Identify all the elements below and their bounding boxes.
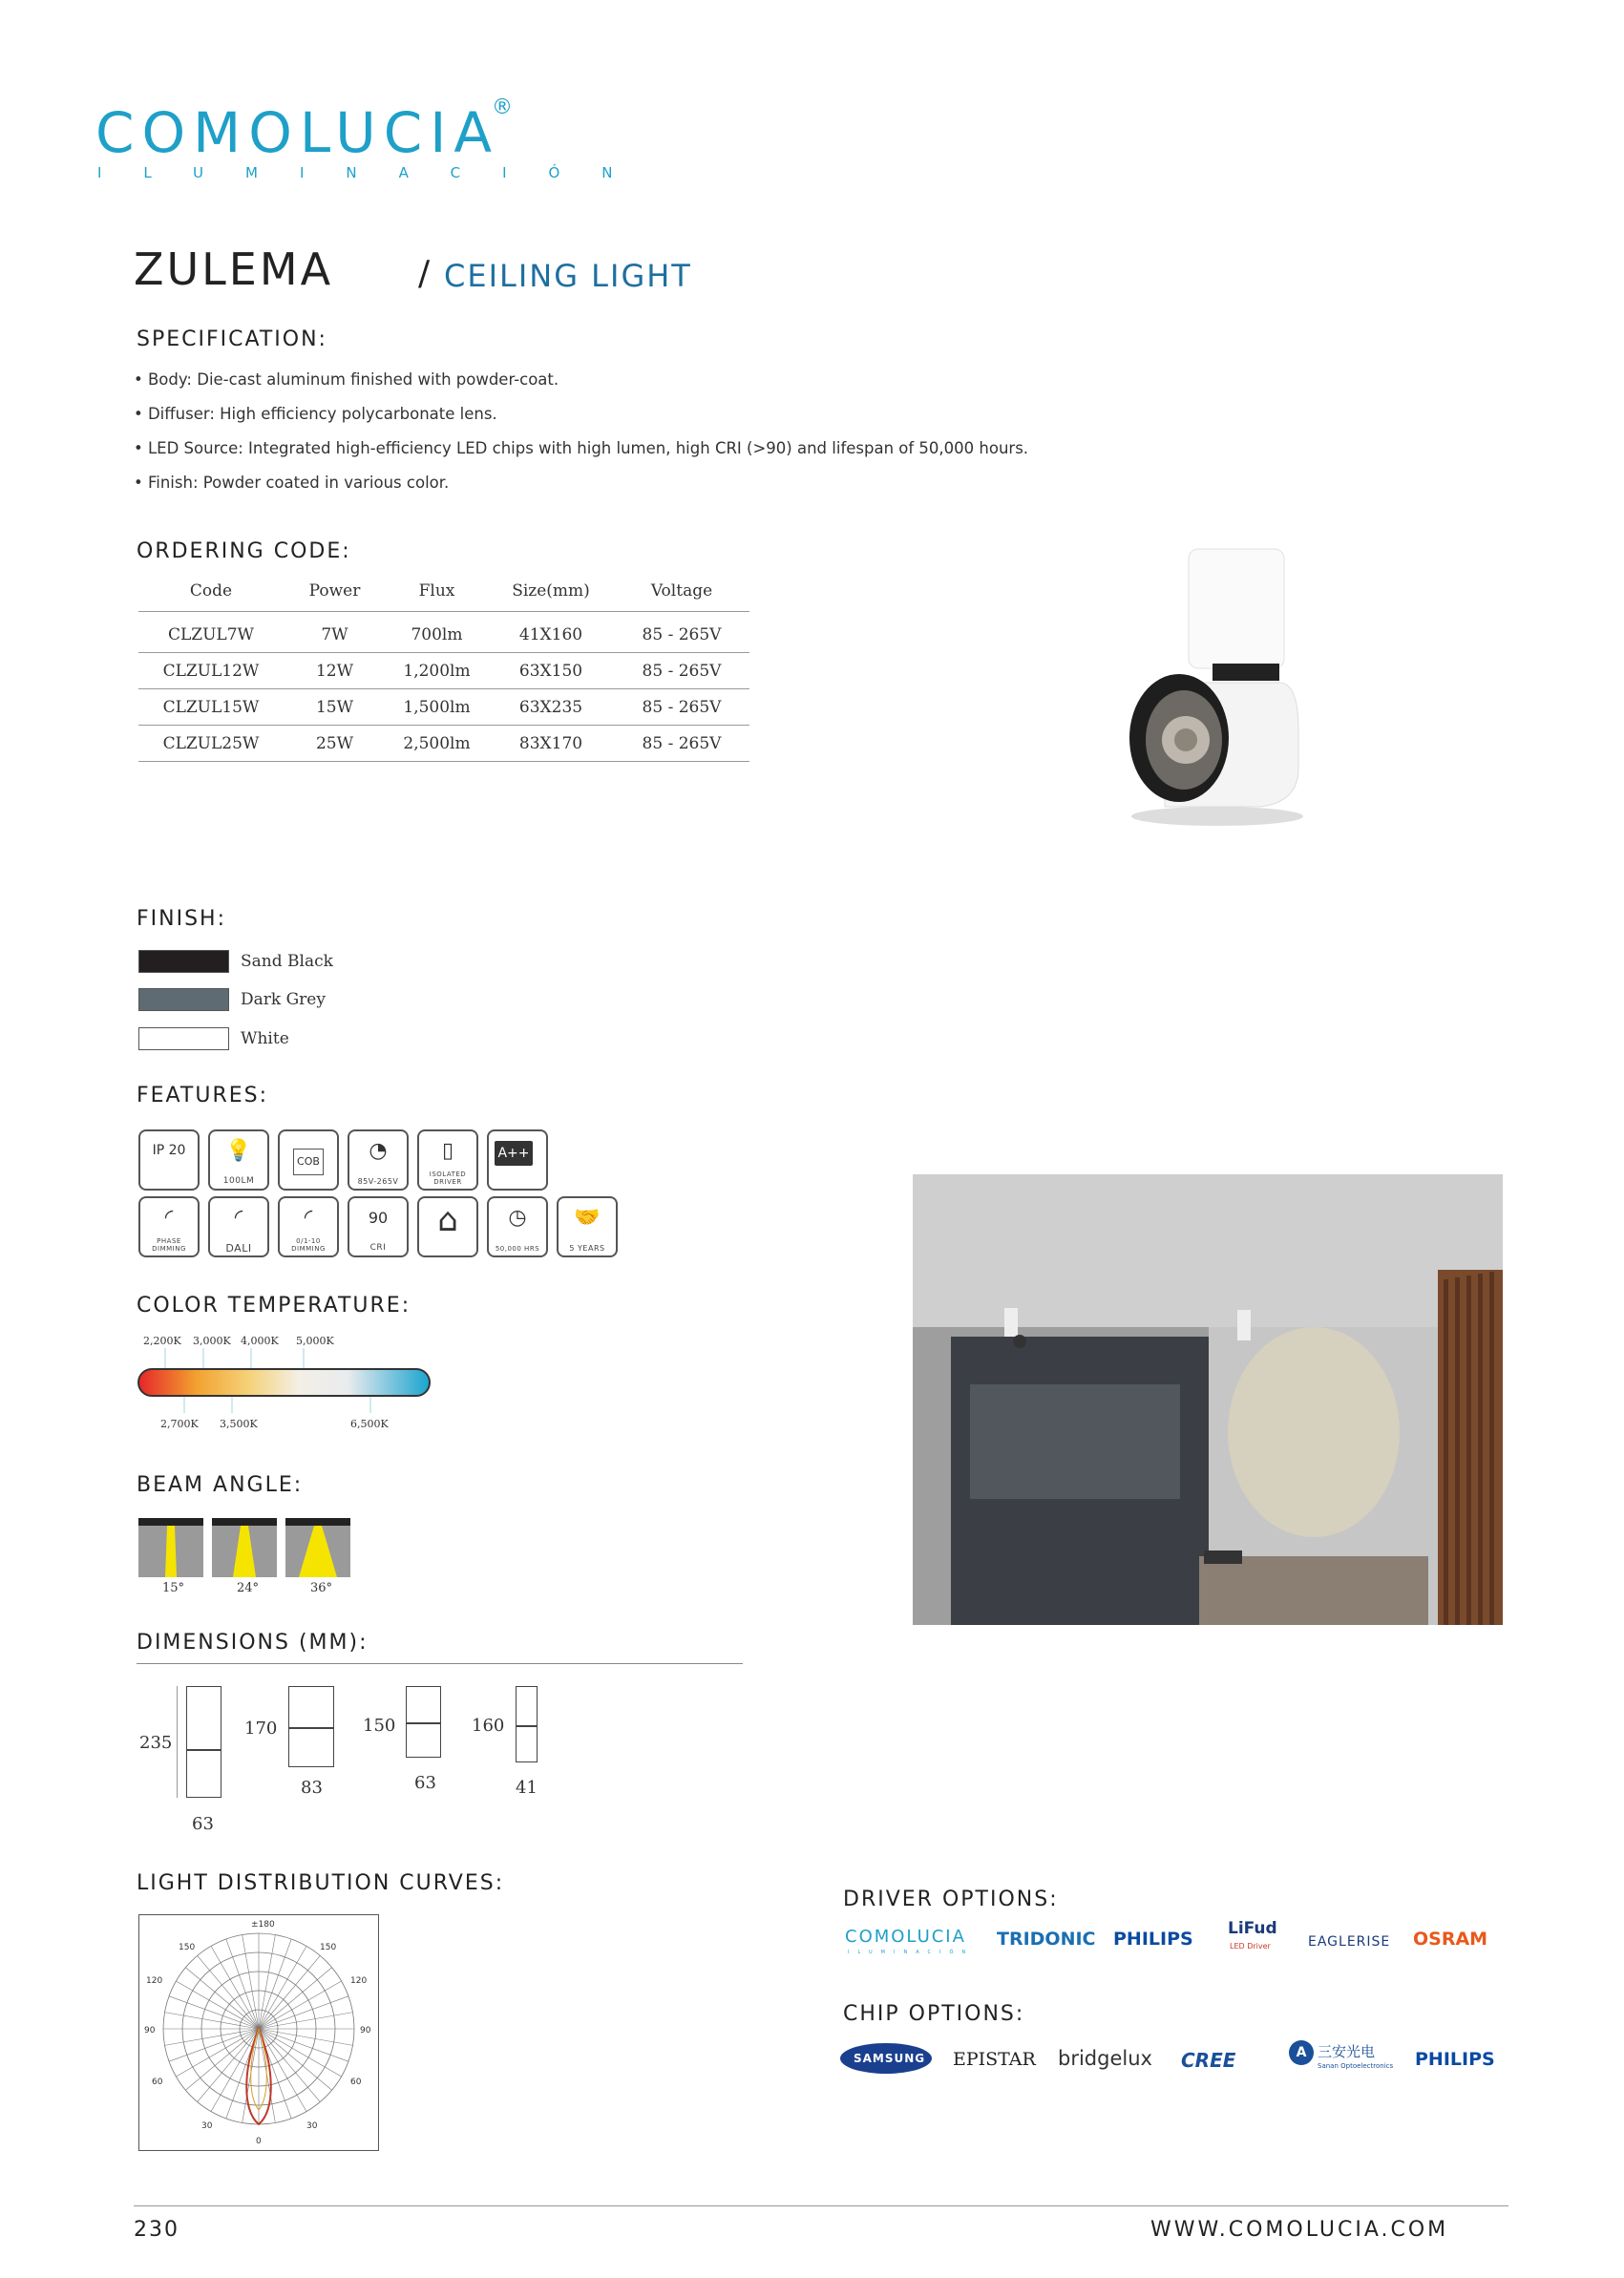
finish-heading: FINISH: bbox=[137, 907, 227, 931]
specification-heading: SPECIFICATION: bbox=[137, 327, 327, 351]
chip-brand-sanan: 三安光电 bbox=[1318, 2043, 1376, 2060]
angle-label: 120 bbox=[350, 1976, 368, 1986]
driver-options-heading: DRIVER OPTIONS: bbox=[843, 1888, 1059, 1911]
column-header: Voltage bbox=[614, 571, 749, 612]
driver-brand-comolucia-sub: ILUMINACIÓN bbox=[848, 1950, 975, 1955]
registered-mark: ® bbox=[492, 95, 513, 119]
angle-label: 120 bbox=[146, 1976, 163, 1986]
cri-icon bbox=[348, 1196, 409, 1257]
product-category: CEILING LIGHT bbox=[444, 258, 692, 294]
table-cell: 7W bbox=[284, 612, 386, 653]
product-photo bbox=[1107, 539, 1318, 835]
driver-brand-osram: OSRAM bbox=[1413, 1929, 1488, 1950]
energy-class-icon bbox=[487, 1129, 548, 1191]
table-cell: 85 - 265V bbox=[614, 612, 749, 653]
table-cell: 15W bbox=[284, 689, 386, 726]
icon-glyph: ◔ bbox=[369, 1139, 388, 1163]
column-header: Size(mm) bbox=[488, 571, 614, 612]
table-cell: 85 - 265V bbox=[614, 726, 749, 762]
ordering-table bbox=[138, 571, 749, 762]
page-number: 230 bbox=[134, 2218, 179, 2242]
driver-brand-tridonic: TRIDONIC bbox=[997, 1929, 1096, 1950]
icon-glyph: ◜ bbox=[304, 1206, 313, 1230]
beam-36-icon bbox=[285, 1518, 350, 1577]
product-name: ZULEMA bbox=[134, 243, 334, 295]
chip-brand-philips: PHILIPS bbox=[1415, 2049, 1495, 2070]
phase-dimming-icon bbox=[138, 1196, 200, 1257]
angle-label: 60 bbox=[350, 2078, 362, 2087]
icon-label: PHASE DIMMING bbox=[152, 1237, 186, 1253]
dimension-width: 63 bbox=[192, 1814, 214, 1834]
features-heading: FEATURES: bbox=[137, 1084, 269, 1107]
bulb-icon bbox=[208, 1129, 269, 1191]
chip-options-heading: CHIP OPTIONS: bbox=[843, 2002, 1025, 2026]
table-cell: 700lm bbox=[386, 612, 488, 653]
table-cell: 63X150 bbox=[488, 653, 614, 689]
table-cell: 12W bbox=[284, 653, 386, 689]
spec-item: • Body: Die-cast aluminum finished with powder-coat. bbox=[134, 370, 559, 389]
column-header: Power bbox=[284, 571, 386, 612]
spec-item: • LED Source: Integrated high-efficiency LED chips with high lumen, high CRI (>90) and lifespan of 50,000 hours. bbox=[134, 439, 1029, 457]
angle-label: 30 bbox=[201, 2121, 213, 2131]
column-header: Code bbox=[138, 571, 284, 612]
polar-distribution-chart bbox=[138, 1914, 379, 2151]
interior-photo bbox=[913, 1174, 1503, 1625]
chip-brand-bridgelux: bridgelux bbox=[1058, 2047, 1152, 2070]
driver-brand-lifud-sub: LED Driver bbox=[1230, 1942, 1271, 1951]
angle-label: 30 bbox=[306, 2121, 318, 2131]
driver-brand-comolucia: COMOLUCIA bbox=[845, 1927, 966, 1947]
icon-glyph: ⌂ bbox=[437, 1201, 458, 1239]
table-row bbox=[138, 653, 749, 689]
divider bbox=[137, 1663, 743, 1664]
dimming-0-10-icon bbox=[278, 1196, 339, 1257]
voltage-gauge-icon bbox=[348, 1129, 409, 1191]
icon-glyph: A++ bbox=[495, 1141, 533, 1166]
icon-glyph: 🤝 bbox=[574, 1206, 601, 1230]
icon-glyph: ▯ bbox=[441, 1139, 454, 1163]
icon-glyph: ◜ bbox=[234, 1206, 243, 1230]
chip-brand-epistar: EPISTAR bbox=[953, 2049, 1036, 2070]
chip-brand-samsung: SAMSUNG bbox=[854, 2052, 926, 2065]
chip-brand-cree: CREE bbox=[1181, 2049, 1236, 2072]
cct-label: 2,200K bbox=[143, 1335, 181, 1347]
table-cell: 83X170 bbox=[488, 726, 614, 762]
icon-label: 0/1-10 DIMMING bbox=[291, 1237, 326, 1253]
ordering-heading: ORDERING CODE: bbox=[137, 539, 351, 563]
cct-label: 6,500K bbox=[350, 1418, 389, 1430]
table-cell: 41X160 bbox=[488, 612, 614, 653]
table-cell: CLZUL15W bbox=[138, 689, 284, 726]
dimension-drawing-150 bbox=[406, 1686, 441, 1758]
icon-glyph: 💡 bbox=[225, 1139, 252, 1163]
dimension-width: 41 bbox=[516, 1778, 538, 1798]
lifespan-clock-icon bbox=[487, 1196, 548, 1257]
brand-logo bbox=[95, 100, 499, 165]
icon-glyph: IP 20 bbox=[152, 1143, 186, 1158]
dimension-drawing-170 bbox=[288, 1686, 334, 1767]
table-cell: 1,500lm bbox=[386, 689, 488, 726]
angle-label: 90 bbox=[360, 2026, 371, 2035]
dimension-width: 83 bbox=[301, 1778, 323, 1798]
warranty-handshake-icon bbox=[557, 1196, 618, 1257]
cct-label: 3,000K bbox=[193, 1335, 231, 1347]
sanan-logo-icon: A bbox=[1289, 2040, 1314, 2065]
table-cell: 2,500lm bbox=[386, 726, 488, 762]
beam-24-icon bbox=[212, 1518, 277, 1577]
table-row bbox=[138, 689, 749, 726]
spec-item: • Finish: Powder coated in various color. bbox=[134, 474, 450, 492]
dimension-width: 63 bbox=[414, 1773, 436, 1793]
angle-label: ±180 bbox=[251, 1920, 275, 1930]
logo-text: COMOLUCIA bbox=[95, 100, 500, 165]
finish-swatch-white bbox=[138, 1027, 229, 1050]
beam-angle-heading: BEAM ANGLE: bbox=[137, 1473, 304, 1497]
angle-label: 150 bbox=[179, 1943, 196, 1952]
table-cell: 1,200lm bbox=[386, 653, 488, 689]
color-temperature-heading: COLOR TEMPERATURE: bbox=[137, 1294, 411, 1318]
table-row bbox=[138, 612, 749, 653]
cct-label: 2,700K bbox=[160, 1418, 199, 1430]
icon-label: 50,000 HRS bbox=[495, 1245, 540, 1253]
cct-label: 3,500K bbox=[220, 1418, 258, 1430]
dimension-height: 170 bbox=[244, 1719, 278, 1739]
driver-brand-lifud: LiFud bbox=[1228, 1919, 1277, 1938]
dimension-height: 235 bbox=[139, 1733, 173, 1753]
beam-angle-label: 15° bbox=[162, 1581, 185, 1595]
distribution-heading: LIGHT DISTRIBUTION CURVES: bbox=[137, 1871, 505, 1895]
dimension-drawing-160 bbox=[516, 1686, 538, 1762]
indoor-house-icon bbox=[417, 1196, 478, 1257]
table-cell: 85 - 265V bbox=[614, 689, 749, 726]
dimension-drawing-235 bbox=[186, 1686, 221, 1798]
dimensions-heading: DIMENSIONS (MM): bbox=[137, 1631, 369, 1655]
driver-brand-philips: PHILIPS bbox=[1113, 1929, 1193, 1950]
ip20-icon bbox=[138, 1129, 200, 1191]
logo-subtitle: ILUMINACIÓN bbox=[97, 164, 655, 181]
dali-icon bbox=[208, 1196, 269, 1257]
icon-label: 5 YEARS bbox=[569, 1244, 605, 1253]
icon-label: DALI bbox=[225, 1242, 252, 1255]
finish-swatch-sand-black bbox=[138, 950, 229, 973]
title-separator: / bbox=[418, 254, 431, 293]
finish-swatch-dark-grey bbox=[138, 988, 229, 1011]
table-cell: 85 - 265V bbox=[614, 653, 749, 689]
angle-label: 90 bbox=[144, 2026, 156, 2035]
icon-label: 85V-265V bbox=[357, 1177, 399, 1186]
dimension-line bbox=[177, 1686, 178, 1798]
website-url: WWW.COMOLUCIA.COM bbox=[1150, 2218, 1449, 2242]
cob-chip-icon bbox=[278, 1129, 339, 1191]
angle-label: 60 bbox=[152, 2078, 163, 2087]
table-cell: 25W bbox=[284, 726, 386, 762]
chip-brand-sanan-sub: Sanan Optoelectronics bbox=[1318, 2062, 1394, 2070]
table-cell: CLZUL25W bbox=[138, 726, 284, 762]
icon-label: ISOLATED DRIVER bbox=[429, 1171, 467, 1186]
icon-label: CRI bbox=[369, 1243, 387, 1253]
isolated-driver-icon bbox=[417, 1129, 478, 1191]
angle-label: 150 bbox=[320, 1943, 337, 1952]
angle-label: 0 bbox=[256, 2137, 262, 2146]
icon-glyph: COB bbox=[293, 1149, 324, 1175]
beam-15-icon bbox=[138, 1518, 203, 1577]
icon-glyph: ◜ bbox=[164, 1206, 174, 1230]
finish-label: Sand Black bbox=[241, 952, 333, 971]
table-cell: CLZUL7W bbox=[138, 612, 284, 653]
dimension-height: 160 bbox=[472, 1716, 505, 1736]
table-cell: 63X235 bbox=[488, 689, 614, 726]
icon-glyph: ◷ bbox=[508, 1206, 527, 1230]
footer-divider bbox=[134, 2205, 1508, 2206]
icon-label: 100LM bbox=[222, 1176, 255, 1186]
spec-item: • Diffuser: High efficiency polycarbonate lens. bbox=[134, 405, 497, 423]
driver-brand-eaglerise: EAGLERISE bbox=[1308, 1934, 1391, 1950]
icon-glyph: 90 bbox=[368, 1209, 389, 1227]
table-cell: CLZUL12W bbox=[138, 653, 284, 689]
finish-label: White bbox=[241, 1029, 289, 1048]
finish-label: Dark Grey bbox=[241, 990, 326, 1009]
beam-angle-label: 24° bbox=[237, 1581, 260, 1595]
cct-label: 5,000K bbox=[296, 1335, 334, 1347]
table-row bbox=[138, 726, 749, 762]
beam-angle-label: 36° bbox=[310, 1581, 333, 1595]
column-header: Flux bbox=[386, 571, 488, 612]
cct-label: 4,000K bbox=[241, 1335, 279, 1347]
dimension-height: 150 bbox=[363, 1716, 396, 1736]
